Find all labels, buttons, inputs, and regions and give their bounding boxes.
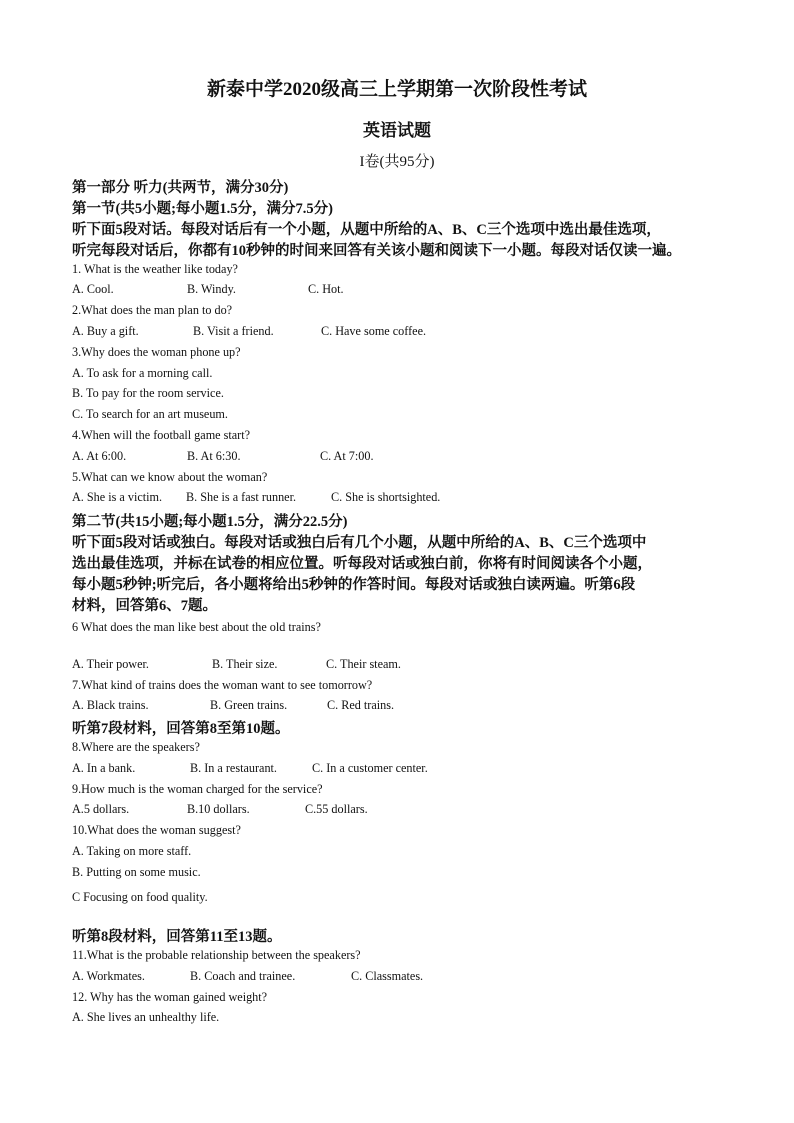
question-9-stem: 9.How much is the woman charged for the service? (72, 782, 323, 796)
question-5-option-b: B. She is a fast runner. (186, 490, 297, 504)
section1-heading: 第一节(共5小题;每小题1.5分，满分7.5分) (72, 201, 333, 217)
question-12-option-a: A. She lives an unhealthy life. (72, 1010, 220, 1024)
question-1-option-c: C. Hot. (308, 282, 344, 296)
question-6-option-c: C. Their steam. (326, 657, 401, 671)
section2-instruction-line1: 听下面5段对话或独白。每段对话或独白后有几个小题，从题中所给的A、B、C三个选项中 (72, 535, 647, 551)
question-4-option-c: C. At 7:00. (320, 449, 374, 463)
question-10-option-a: A. Taking on more staff. (72, 844, 192, 858)
exam-title: 新泰中学2020级高三上学期第一次阶段性考试 (206, 79, 587, 100)
question-1-option-a: A. Cool. (72, 282, 114, 296)
question-4-stem: 4.When will the football game start? (72, 428, 251, 442)
question-5-option-a: A. She is a victim. (72, 490, 163, 504)
question-10-option-c: C Focusing on food quality. (72, 890, 208, 904)
question-2-stem: 2.What does the man plan to do? (72, 303, 233, 317)
section1-instruction-line2: 听完每段对话后，你都有10秒钟的时间来回答有关该小题和阅读下一小题。每段对话仅读一遍。 (72, 243, 681, 259)
question-9-option-b: B.10 dollars. (187, 802, 250, 816)
question-5-option-c: C. She is shortsighted. (331, 490, 441, 504)
question-11-stem: 11.What is the probable relationship between the speakers? (72, 948, 361, 962)
question-9-option-c: C.55 dollars. (305, 802, 368, 816)
section2-instruction-line3: 每小题5秒钟;听完后，各小题将给出5秒钟的作答时间。每段对话或独白读两遍。听第6段 (72, 577, 636, 593)
volume-heading: I卷(共95分) (359, 154, 435, 170)
question-6-option-b: B. Their size. (212, 657, 278, 671)
question-8-stem: 8.Where are the speakers? (72, 740, 200, 754)
question-11-option-a: A. Workmates. (72, 969, 145, 983)
section2-instruction-line4: 材料，回答第6、7题。 (72, 598, 217, 614)
question-4-option-a: A. At 6:00. (72, 449, 127, 463)
question-8-option-a: A. In a bank. (72, 761, 136, 775)
question-1-option-b: B. Windy. (187, 282, 236, 296)
question-7-option-c: C. Red trains. (327, 698, 395, 712)
section2-heading: 第二节(共15小题;每小题1.5分，满分22.5分) (72, 514, 348, 530)
question-8-option-c: C. In a customer center. (312, 761, 428, 775)
part1-heading: 第一部分 听力(共两节，满分30分) (72, 180, 289, 196)
question-11-option-c: C. Classmates. (351, 969, 424, 983)
question-7-stem: 7.What kind of trains does the woman want to see tomorrow? (72, 678, 373, 692)
question-8-option-b: B. In a restaurant. (190, 761, 277, 775)
question-9-option-a: A.5 dollars. (72, 802, 130, 816)
exam-subtitle: 英语试题 (363, 121, 431, 140)
question-1-stem: 1. What is the weather like today? (72, 262, 238, 276)
question-2-option-b: B. Visit a friend. (193, 324, 274, 338)
question-7-option-b: B. Green trains. (210, 698, 288, 712)
question-10-stem: 10.What does the woman suggest? (72, 823, 241, 837)
question-5-stem: 5.What can we know about the woman? (72, 470, 268, 484)
question-3-stem: 3.Why does the woman phone up? (72, 345, 241, 359)
question-12-stem: 12. Why has the woman gained weight? (72, 990, 268, 1004)
question-10-option-b: B. Putting on some music. (72, 865, 201, 879)
question-2-option-a: A. Buy a gift. (72, 324, 139, 338)
question-3-option-b: B. To pay for the room service. (72, 386, 224, 400)
question-11-option-b: B. Coach and trainee. (190, 969, 296, 983)
question-4-option-b: B. At 6:30. (187, 449, 241, 463)
question-6-option-a: A. Their power. (72, 657, 149, 671)
question-7-option-a: A. Black trains. (72, 698, 149, 712)
question-6-stem: 6 What does the man like best about the old trains? (72, 620, 321, 634)
question-3-option-a: A. To ask for a morning call. (72, 366, 213, 380)
question-2-option-c: C. Have some coffee. (321, 324, 427, 338)
material8-heading: 听第8段材料，回答第11至13题。 (72, 929, 282, 945)
question-3-option-c: C. To search for an art museum. (72, 407, 228, 421)
section1-instruction-line1: 听下面5段对话。每段对话后有一个小题，从题中所给的A、B、C三个选项中选出最佳选项， (72, 222, 661, 238)
material7-heading: 听第7段材料，回答第8至第10题。 (72, 721, 290, 737)
section2-instruction-line2: 选出最佳选项，并标在试卷的相应位置。听每段对话或独白前，你将有时间阅读各个小题， (72, 556, 652, 572)
